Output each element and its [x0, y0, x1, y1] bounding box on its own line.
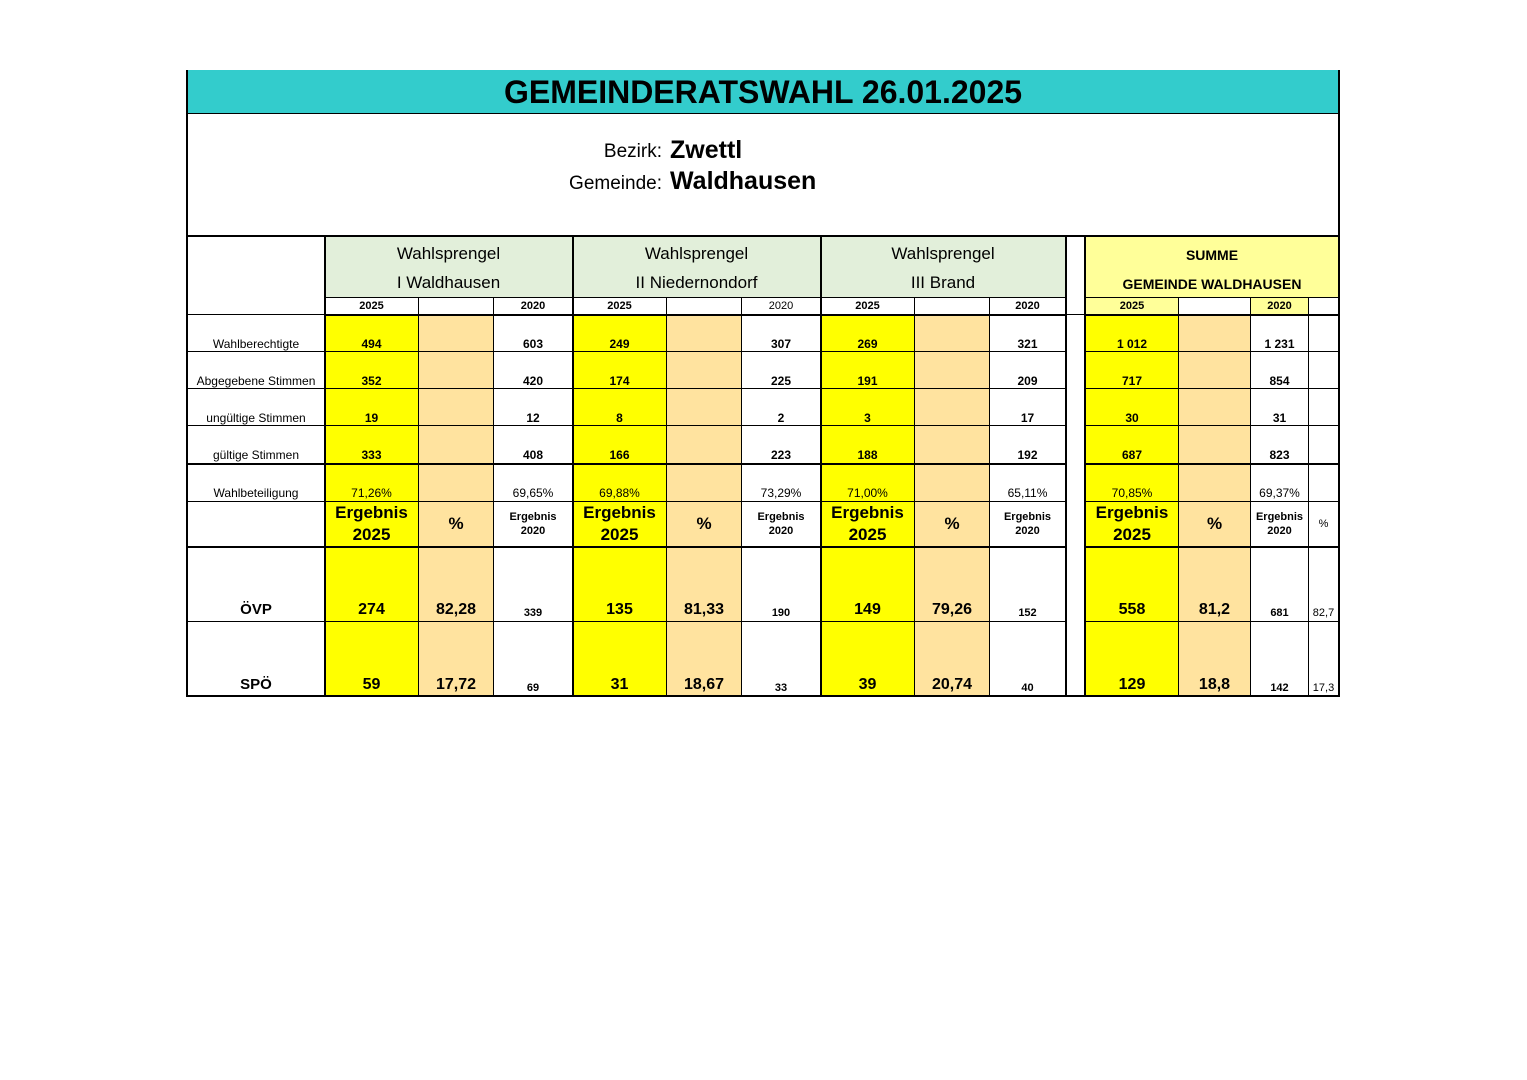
table-cell: 69,88%	[573, 464, 666, 501]
table-cell: 30	[1086, 389, 1178, 426]
empty-cell	[419, 352, 493, 389]
empty-cell	[915, 389, 989, 426]
table-cell: 69,65%	[512, 486, 554, 500]
ergebnis-year: 2025	[352, 525, 391, 544]
empty-cell	[667, 352, 741, 389]
table-cell: 70,85%	[1086, 464, 1178, 501]
party-result-cell: 17,72	[419, 622, 493, 696]
sprengel-2-line2: II Niedernondorf	[635, 272, 758, 292]
table-cell: 352	[325, 352, 418, 389]
table-cell: 420	[522, 374, 544, 388]
table-cell: 1 231	[1264, 337, 1295, 351]
ergebnis-label: Ergebnis	[831, 503, 904, 522]
party-name: ÖVP	[240, 601, 272, 618]
ergebnis-2020-header	[990, 502, 1065, 546]
empty-cell	[1309, 464, 1338, 501]
table-cell: 333	[325, 426, 418, 463]
table-cell: 12	[526, 411, 540, 425]
grid-line	[1085, 351, 1338, 352]
party-result-cell: 33	[774, 682, 788, 694]
year-2025-2: 2025	[607, 299, 632, 312]
grid-line	[188, 388, 1065, 389]
bezirk-label: Bezirk:	[603, 141, 662, 162]
empty-cell	[1309, 352, 1338, 389]
party-result-cell: 81,33	[667, 547, 741, 621]
grid-line	[741, 298, 742, 697]
percent-header	[915, 502, 989, 546]
grid-line	[1085, 388, 1338, 389]
year-2025-sum: 2025	[1086, 298, 1178, 314]
empty-cell	[915, 315, 989, 352]
empty-cell	[1309, 389, 1338, 426]
party-result-cell: 81,2	[1179, 547, 1250, 621]
grid-line	[493, 298, 494, 697]
gemeinde-label: Gemeinde:	[569, 173, 662, 194]
party-name: SPÖ	[240, 676, 272, 693]
sprengel-header-2	[573, 237, 820, 298]
table-cell: 19	[325, 389, 418, 426]
table-cell: 687	[1086, 426, 1178, 463]
ergebnis-year: 2025	[600, 525, 639, 544]
table-cell: 717	[1086, 352, 1178, 389]
year-2020-2: 2020	[768, 299, 794, 312]
grid-line	[1308, 298, 1309, 697]
page-title: GEMEINDERATSWAHL 26.01.2025	[188, 70, 1338, 114]
row-label: gültige Stimmen	[212, 448, 300, 462]
empty-cell	[1179, 352, 1250, 389]
percent-2020-header	[1309, 502, 1338, 546]
empty-cell	[1179, 315, 1250, 352]
table-cell: 854	[1269, 374, 1290, 388]
percent-label: %	[944, 514, 960, 533]
table-cell: 209	[1017, 374, 1038, 388]
ergebnis-label: Ergebnis	[1003, 511, 1052, 523]
grid-line	[1085, 546, 1338, 548]
grid-line	[820, 235, 822, 697]
grid-line	[1250, 298, 1251, 697]
empty-cell	[1179, 426, 1250, 463]
sprengel-1-line2: I Waldhausen	[396, 272, 501, 292]
table-cell: 65,11%	[1007, 486, 1048, 500]
grid-line	[325, 297, 1065, 298]
empty-cell	[667, 426, 741, 463]
year-2020-sum: 2020	[1251, 298, 1308, 314]
grid-line	[1085, 501, 1338, 502]
table-cell: 1 012	[1086, 315, 1178, 352]
bezirk-value: Zwettl	[670, 136, 743, 164]
empty-cell	[419, 426, 493, 463]
grid-line	[989, 298, 990, 697]
grid-line	[188, 546, 1065, 548]
empty-cell	[419, 315, 493, 352]
empty-cell	[419, 389, 493, 426]
ergebnis-year: 2025	[848, 525, 887, 544]
grid-line	[188, 501, 1065, 502]
party-result-cell: 558	[1086, 547, 1178, 621]
party-result-cell: 135	[573, 547, 666, 621]
party-result-cell: 17,3	[1312, 682, 1335, 694]
table-cell: 192	[1017, 448, 1038, 462]
party-result-cell: 59	[325, 622, 418, 696]
ergebnis-2025-header	[1086, 502, 1178, 546]
party-result-cell: 152	[1018, 607, 1037, 619]
ergebnis-2025-header	[821, 502, 914, 546]
grid-line	[418, 298, 419, 697]
ergebnis-year: 2020	[768, 525, 794, 537]
table-cell: 307	[770, 337, 792, 351]
empty-cell	[667, 464, 741, 501]
table-cell: 8	[573, 389, 666, 426]
percent-header	[667, 502, 741, 546]
sprengel-header-3	[821, 237, 1065, 298]
empty-cell	[419, 464, 493, 501]
table-cell: 174	[573, 352, 666, 389]
table-cell: 603	[522, 337, 544, 351]
party-result-cell: 149	[821, 547, 914, 621]
ergebnis-label: Ergebnis	[1095, 503, 1169, 522]
grid-line	[1085, 314, 1338, 316]
summe-line1: SUMME	[1185, 246, 1239, 263]
grid-line	[1085, 463, 1338, 465]
table-cell: 269	[821, 315, 914, 352]
grid-line	[1085, 425, 1338, 426]
table-cell: 166	[573, 426, 666, 463]
party-result-cell: 31	[573, 622, 666, 696]
gemeinde-value: Waldhausen	[670, 167, 817, 195]
grid-line	[1085, 621, 1338, 622]
ergebnis-year: 2020	[1015, 525, 1040, 537]
table-cell: 71,00%	[821, 464, 914, 501]
party-result-cell: 274	[325, 547, 418, 621]
empty-cell	[1179, 464, 1250, 501]
table-cell: 408	[522, 448, 544, 462]
party-result-cell: 190	[771, 607, 791, 619]
table-cell: 191	[821, 352, 914, 389]
table-cell: 225	[770, 374, 792, 388]
empty-cell	[1179, 389, 1250, 426]
percent-label: %	[1318, 518, 1329, 530]
grid-line	[1178, 298, 1179, 697]
ergebnis-2025-header	[325, 502, 418, 546]
grid-line	[188, 425, 1065, 426]
party-result-cell: 69	[526, 682, 540, 694]
table-cell: 73,29%	[760, 486, 802, 500]
year-2025-1: 2025	[359, 299, 384, 312]
ergebnis-label: Ergebnis	[509, 511, 557, 523]
year-2020-3: 2020	[1015, 299, 1040, 312]
table-cell: 31	[1272, 411, 1287, 425]
table-cell: 188	[821, 426, 914, 463]
empty-cell	[1309, 426, 1338, 463]
grid-line	[572, 235, 574, 697]
grid-line	[1085, 297, 1338, 298]
sprengel-header-1	[325, 237, 572, 298]
percent-label: %	[696, 514, 712, 533]
table-cell: 823	[1269, 448, 1290, 462]
percent-header	[1179, 502, 1250, 546]
row-label: Wahlberechtigte	[212, 337, 300, 351]
party-result-cell: 82,7	[1312, 607, 1335, 619]
table-cell: 494	[325, 315, 418, 352]
empty-cell	[667, 389, 741, 426]
party-result-cell: 82,28	[419, 547, 493, 621]
empty-cell	[915, 352, 989, 389]
ergebnis-2020-header	[494, 502, 572, 546]
party-result-cell: 129	[1086, 622, 1178, 696]
grid-line	[186, 695, 1340, 697]
ergebnis-2020-header	[1251, 502, 1308, 546]
grid-line	[188, 621, 1065, 622]
ergebnis-label: Ergebnis	[757, 511, 805, 523]
grid-line	[914, 298, 915, 697]
grid-line	[1085, 235, 1338, 237]
grid-line	[188, 463, 1065, 465]
percent-header	[419, 502, 493, 546]
grid-line	[1084, 235, 1086, 697]
party-result-cell: 18,8	[1179, 622, 1250, 696]
summe-line2: GEMEINDE WALDHAUSEN	[1122, 275, 1302, 292]
table-cell: 3	[821, 389, 914, 426]
grid-line	[325, 314, 1065, 316]
party-result-cell: 681	[1270, 607, 1289, 619]
party-result-cell: 39	[821, 622, 914, 696]
grid-line	[1065, 314, 1085, 315]
empty-cell	[1309, 315, 1338, 352]
table-cell: 71,26%	[325, 464, 418, 501]
grid-line	[1065, 235, 1067, 697]
empty-cell	[915, 464, 989, 501]
sprengel-1-line1: Wahlsprengel	[396, 243, 501, 263]
empty-cell	[915, 426, 989, 463]
sprengel-3-line1: Wahlsprengel	[891, 243, 995, 263]
table-cell: 321	[1017, 337, 1038, 351]
ergebnis-label: Ergebnis	[1255, 511, 1304, 523]
row-label: Wahlbeteiligung	[213, 486, 299, 500]
table-cell: 249	[573, 315, 666, 352]
row-label: Abgegebene Stimmen	[196, 374, 316, 388]
sprengel-3-line2: III Brand	[910, 272, 976, 292]
row-label: ungültige Stimmen	[206, 411, 306, 425]
party-result-cell: 18,67	[667, 622, 741, 696]
sprengel-2-line1: Wahlsprengel	[644, 243, 749, 263]
percent-label: %	[1206, 514, 1223, 533]
empty-cell	[667, 315, 741, 352]
ergebnis-label: Ergebnis	[335, 503, 408, 522]
table-cell: 17	[1020, 411, 1035, 425]
grid-line	[188, 351, 1065, 352]
ergebnis-year: 2025	[1113, 525, 1151, 544]
year-2020-1: 2020	[520, 299, 546, 312]
ergebnis-2020-header	[742, 502, 820, 546]
ergebnis-year: 2020	[520, 525, 546, 537]
ergebnis-2025-header	[573, 502, 666, 546]
year-2025-3: 2025	[855, 299, 880, 312]
percent-label: %	[448, 514, 464, 533]
grid-line	[188, 314, 325, 315]
table-cell: 223	[770, 448, 792, 462]
ergebnis-label: Ergebnis	[583, 503, 656, 522]
table-cell: 2	[777, 411, 785, 425]
party-result-cell: 79,26	[915, 547, 989, 621]
grid-line	[324, 235, 326, 697]
ergebnis-year: 2020	[1267, 525, 1292, 537]
party-result-cell: 339	[523, 607, 543, 619]
party-result-cell: 142	[1270, 682, 1289, 694]
party-result-cell: 40	[1021, 682, 1034, 694]
grid-line	[188, 113, 1338, 114]
table-cell: 69,37%	[1259, 486, 1300, 500]
grid-line	[666, 298, 667, 697]
party-result-cell: 20,74	[915, 622, 989, 696]
summe-header	[1086, 237, 1338, 298]
